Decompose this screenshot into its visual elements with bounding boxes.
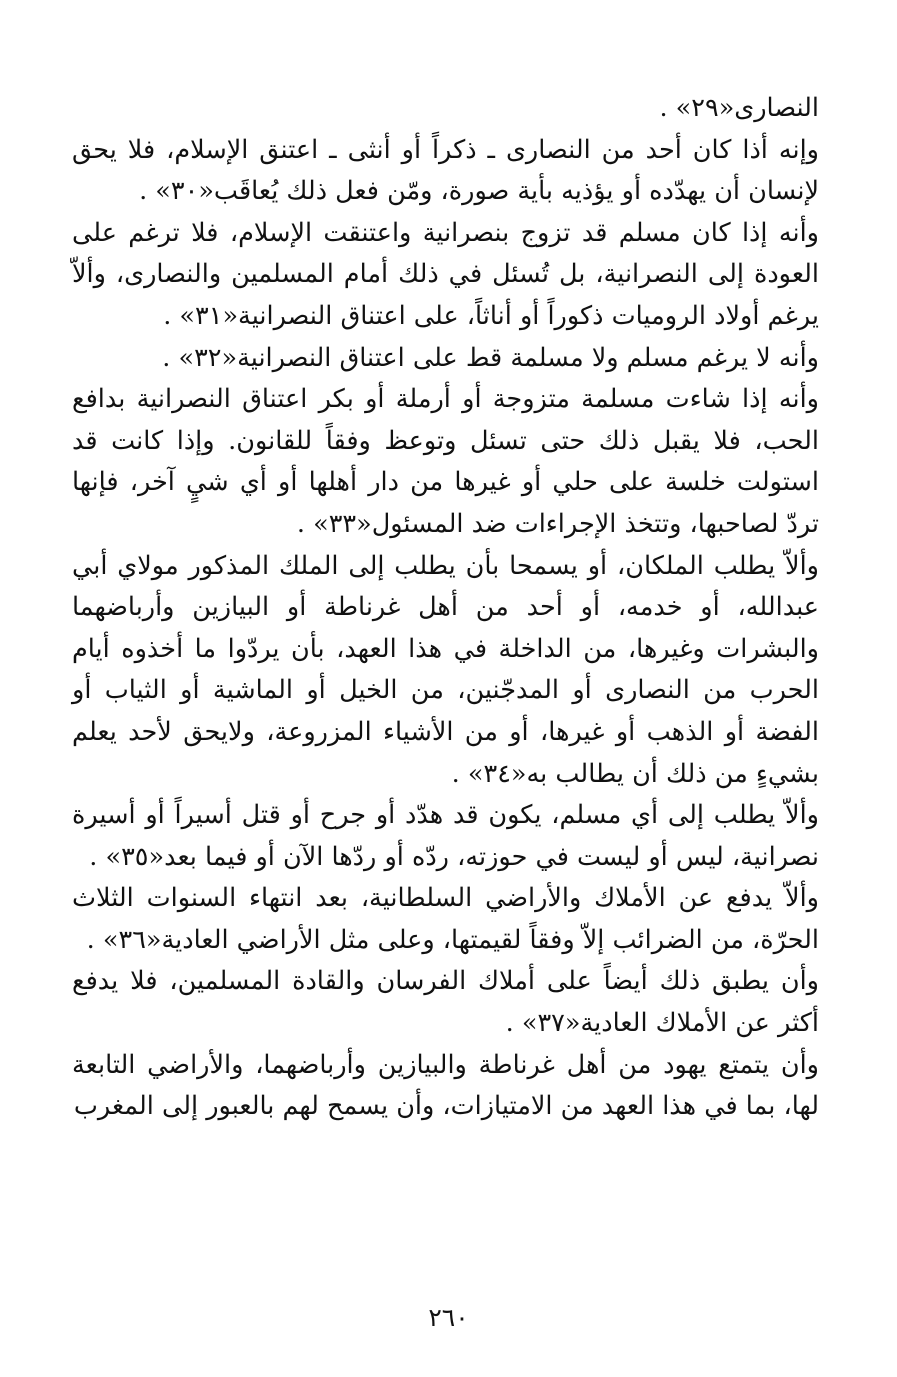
paragraph-5: وأنه إذا شاءت مسلمة متزوجة أو أرملة أو بكر اعتناق النصرانية بدافع الحب، فلا يقبل ذلك حتى تسئل وتوعظ وفقاً للقانون. وإذا كانت قد استولت خلسة على حلي أو غيرها من دار أهلها أو أي شيٍ آخر، فإنها تردّ لصاحبها، وتتخذ الإجراءات ضد المسئول«٣٣» .	[72, 384, 819, 539]
paragraph-3: وأنه إذا كان مسلم قد تزوج بنصرانية واعتنقت الإسلام، فلا ترغم على العودة إلى النصرانية، بل تُسئل في ذلك أمام المسلمين والنصارى، وألاّ يرغم أولاد الروميات ذكوراً أو أناثاً، على اعتناق النصرانية«٣١» .	[72, 217, 819, 331]
paragraph-10: وأن يتمتع يهود من أهل غرناطة والبيازين وأرباضهما، والأراضي التابعة لها، بما في هذا العهد من الامتيازات، وأن يسمح لهم بالعبور إلى المغرب	[72, 1049, 819, 1122]
paragraph-7: وألاّ يطلب إلى أي مسلم، يكون قد هدّد أو جرح أو قتل أسيراً أو أسيرة نصرانية، ليس أو ليست في حوزته، ردّه أو ردّها الآن أو فيما بعد«٣٥» .	[72, 800, 819, 872]
page-number: ٢٦٠	[428, 1303, 469, 1332]
paragraph-4: وأنه لا يرغم مسلم ولا مسلمة قط على اعتناق النصرانية«٣٢» .	[162, 342, 819, 373]
paragraph-8: وألاّ يدفع عن الأملاك والأراضي السلطانية، بعد انتهاء السنوات الثلاث الحرّة، من الضرائب إلاّ وفقاً لقيمتها، وعلى مثل الأراضي العادية«٣٦» .	[72, 883, 819, 955]
paragraph-6: وألاّ يطلب الملكان، أو يسمحا بأن يطلب إلى الملك المذكور مولاي أبي عبدالله، أو خدمه، أو أحد من أهل غرناطة أو البيازين وأرباضهما والبشرات وغيرها، من الداخلة في هذا العهد، بأن يردّوا ما أخذوه أيام الحرب من النصارى أو المدجّنين، من الخيل أو الماشية أو الثياب أو الفضة أو الذهب أو غيرها، أو من الأشياء المزروعة، ولايحق لأحد يعلم بشيءٍ من ذلك أن يطالب به«٣٤» .	[72, 550, 819, 789]
paragraph-1: النصارى«٢٩» .	[659, 93, 819, 123]
paragraph-2: وإنه أذا كان أحد من النصارى ـ ذكراً أو أنثى ـ اعتنق الإسلام، فلا يحق لإنسان أن يهدّده أو يؤذيه بأية صورة، ومّن فعل ذلك يُعاقَب«٣٠» .	[72, 134, 819, 207]
page-body	[72, 88, 819, 1128]
paragraph-9: وأن يطبق ذلك أيضاً على أملاك الفرسان والقادة المسلمين، فلا يدفع أكثر عن الأملاك العادية«٣٧» .	[72, 966, 819, 1039]
